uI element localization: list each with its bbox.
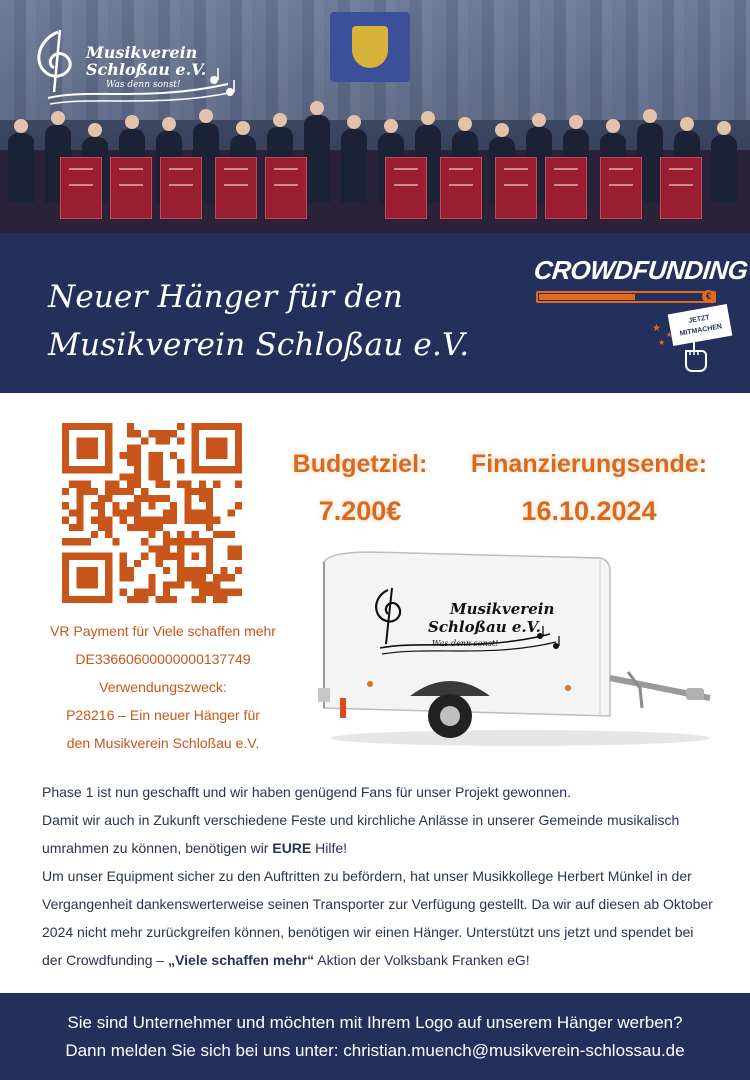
jetzt-mitmachen-sign: JETZT MITMACHEN: [668, 304, 733, 346]
story-p2-text: Damit wir auch in Zukunft verschiedene Feste und kirchliche Anlässe in unserer Gemeinde musikalisch umrahmen zu können, benötigen wir: [42, 812, 680, 856]
trailer-logo-line1: Musikverein: [450, 600, 555, 618]
story-paragraph-2: [42, 806, 714, 862]
music-stand: [215, 157, 257, 219]
footer-sponsor-question: Sie sind Unternehmer und möchten mit Ihrem Logo auf unserem Hänger werben?: [67, 1013, 683, 1032]
page-title: [48, 273, 469, 369]
payment-line-3: Verwendungszweck:: [99, 679, 227, 695]
story-p3-text: Um unser Equipment sicher zu den Auftritten zu befördern, hat unser Musikkollege Herbert Münkel in der Vergangenheit dankenswerterweise seinen Transporter zur Verfügung gestellt. Da wir auf diesen ab Oktober 2024 nicht mehr zurückgreifen können, benötigen wir einen Hänger. Unterstützt uns jetzt und spendet bei der Crowdfunding –: [42, 868, 713, 968]
band-player: [8, 133, 34, 203]
music-stand: [440, 157, 482, 219]
svg-text:★: ★: [652, 323, 661, 334]
payment-line-5: den Musikverein Schloßau e.V.: [66, 735, 260, 751]
story-p2-end: Hilfe!: [311, 840, 348, 856]
band-player: [341, 129, 367, 203]
story-text: [42, 778, 714, 974]
crowdfunding-progress-fill: [539, 294, 635, 300]
music-stand: [385, 157, 427, 219]
payment-details: [20, 617, 306, 757]
music-stand: [160, 157, 202, 219]
story-p3-end: Aktion der Volksbank Franken eG!: [314, 952, 530, 968]
trailer-logo-tagline: Was denn sonst!: [432, 639, 499, 648]
logo-brand-line2: Schloßau e.V.: [86, 60, 207, 79]
story-emphasis-campaign: „Viele schaffen mehr“: [168, 952, 315, 968]
title-band: [0, 233, 750, 393]
music-stand: [265, 157, 307, 219]
payment-line-1: VR Payment für Viele schaffen mehr: [50, 623, 276, 639]
title-line1: Neuer Hänger für den: [48, 279, 404, 315]
funding-end-date: 16.10.2024: [521, 496, 657, 526]
svg-text:★: ★: [666, 331, 673, 339]
euro-coin-icon: €: [702, 290, 715, 303]
payment-qr-code[interactable]: [62, 423, 242, 603]
trailer-logo-line2: Schloßau e.V.: [428, 618, 541, 636]
payment-line-4: P28216 – Ein neuer Hänger für: [66, 707, 260, 723]
funding-end-label: Finanzierungsende:: [470, 450, 708, 478]
sparkle-stars-icon: [650, 321, 674, 351]
music-stand: [110, 157, 152, 219]
header-band-photo: [0, 0, 750, 233]
svg-text:★: ★: [658, 338, 666, 347]
payment-iban: DE33660600000000137749: [75, 651, 251, 667]
trailer-image: [310, 548, 720, 748]
hand-holding-sign-icon: [676, 337, 716, 373]
footer-contact-email[interactable]: Dann melden Sie sich bei uns unter: christian.muench@musikverein-schlossau.de: [65, 1041, 685, 1060]
club-banner: [330, 12, 410, 82]
story-emphasis-eure: EURE: [272, 840, 312, 856]
band-player: [304, 115, 330, 203]
music-stand: [60, 157, 102, 219]
music-stand: [495, 157, 537, 219]
crowdfunding-progress-bar: [536, 291, 716, 303]
budget-goal-value: 7.200€: [318, 496, 402, 526]
footer-band: [0, 993, 750, 1080]
music-stand: [545, 157, 587, 219]
band-player: [711, 135, 737, 203]
budget-goal-label: Budgetziel:: [292, 450, 428, 478]
story-paragraph-3: [42, 862, 714, 974]
music-stand: [600, 157, 642, 219]
logo-brand-line1: Musikverein: [86, 43, 198, 62]
logo-brand: [86, 44, 206, 78]
club-logo: [28, 22, 248, 112]
title-line2: Musikverein Schloßau e.V.: [48, 327, 470, 363]
music-stand: [660, 157, 702, 219]
story-paragraph-1: Phase 1 ist nun geschafft und wir haben genügend Fans für unser Projekt gewonnen.: [42, 784, 571, 800]
crowdfunding-badge-text: CROWDFUNDING: [532, 255, 750, 285]
logo-tagline: Was denn sonst!: [106, 80, 181, 90]
